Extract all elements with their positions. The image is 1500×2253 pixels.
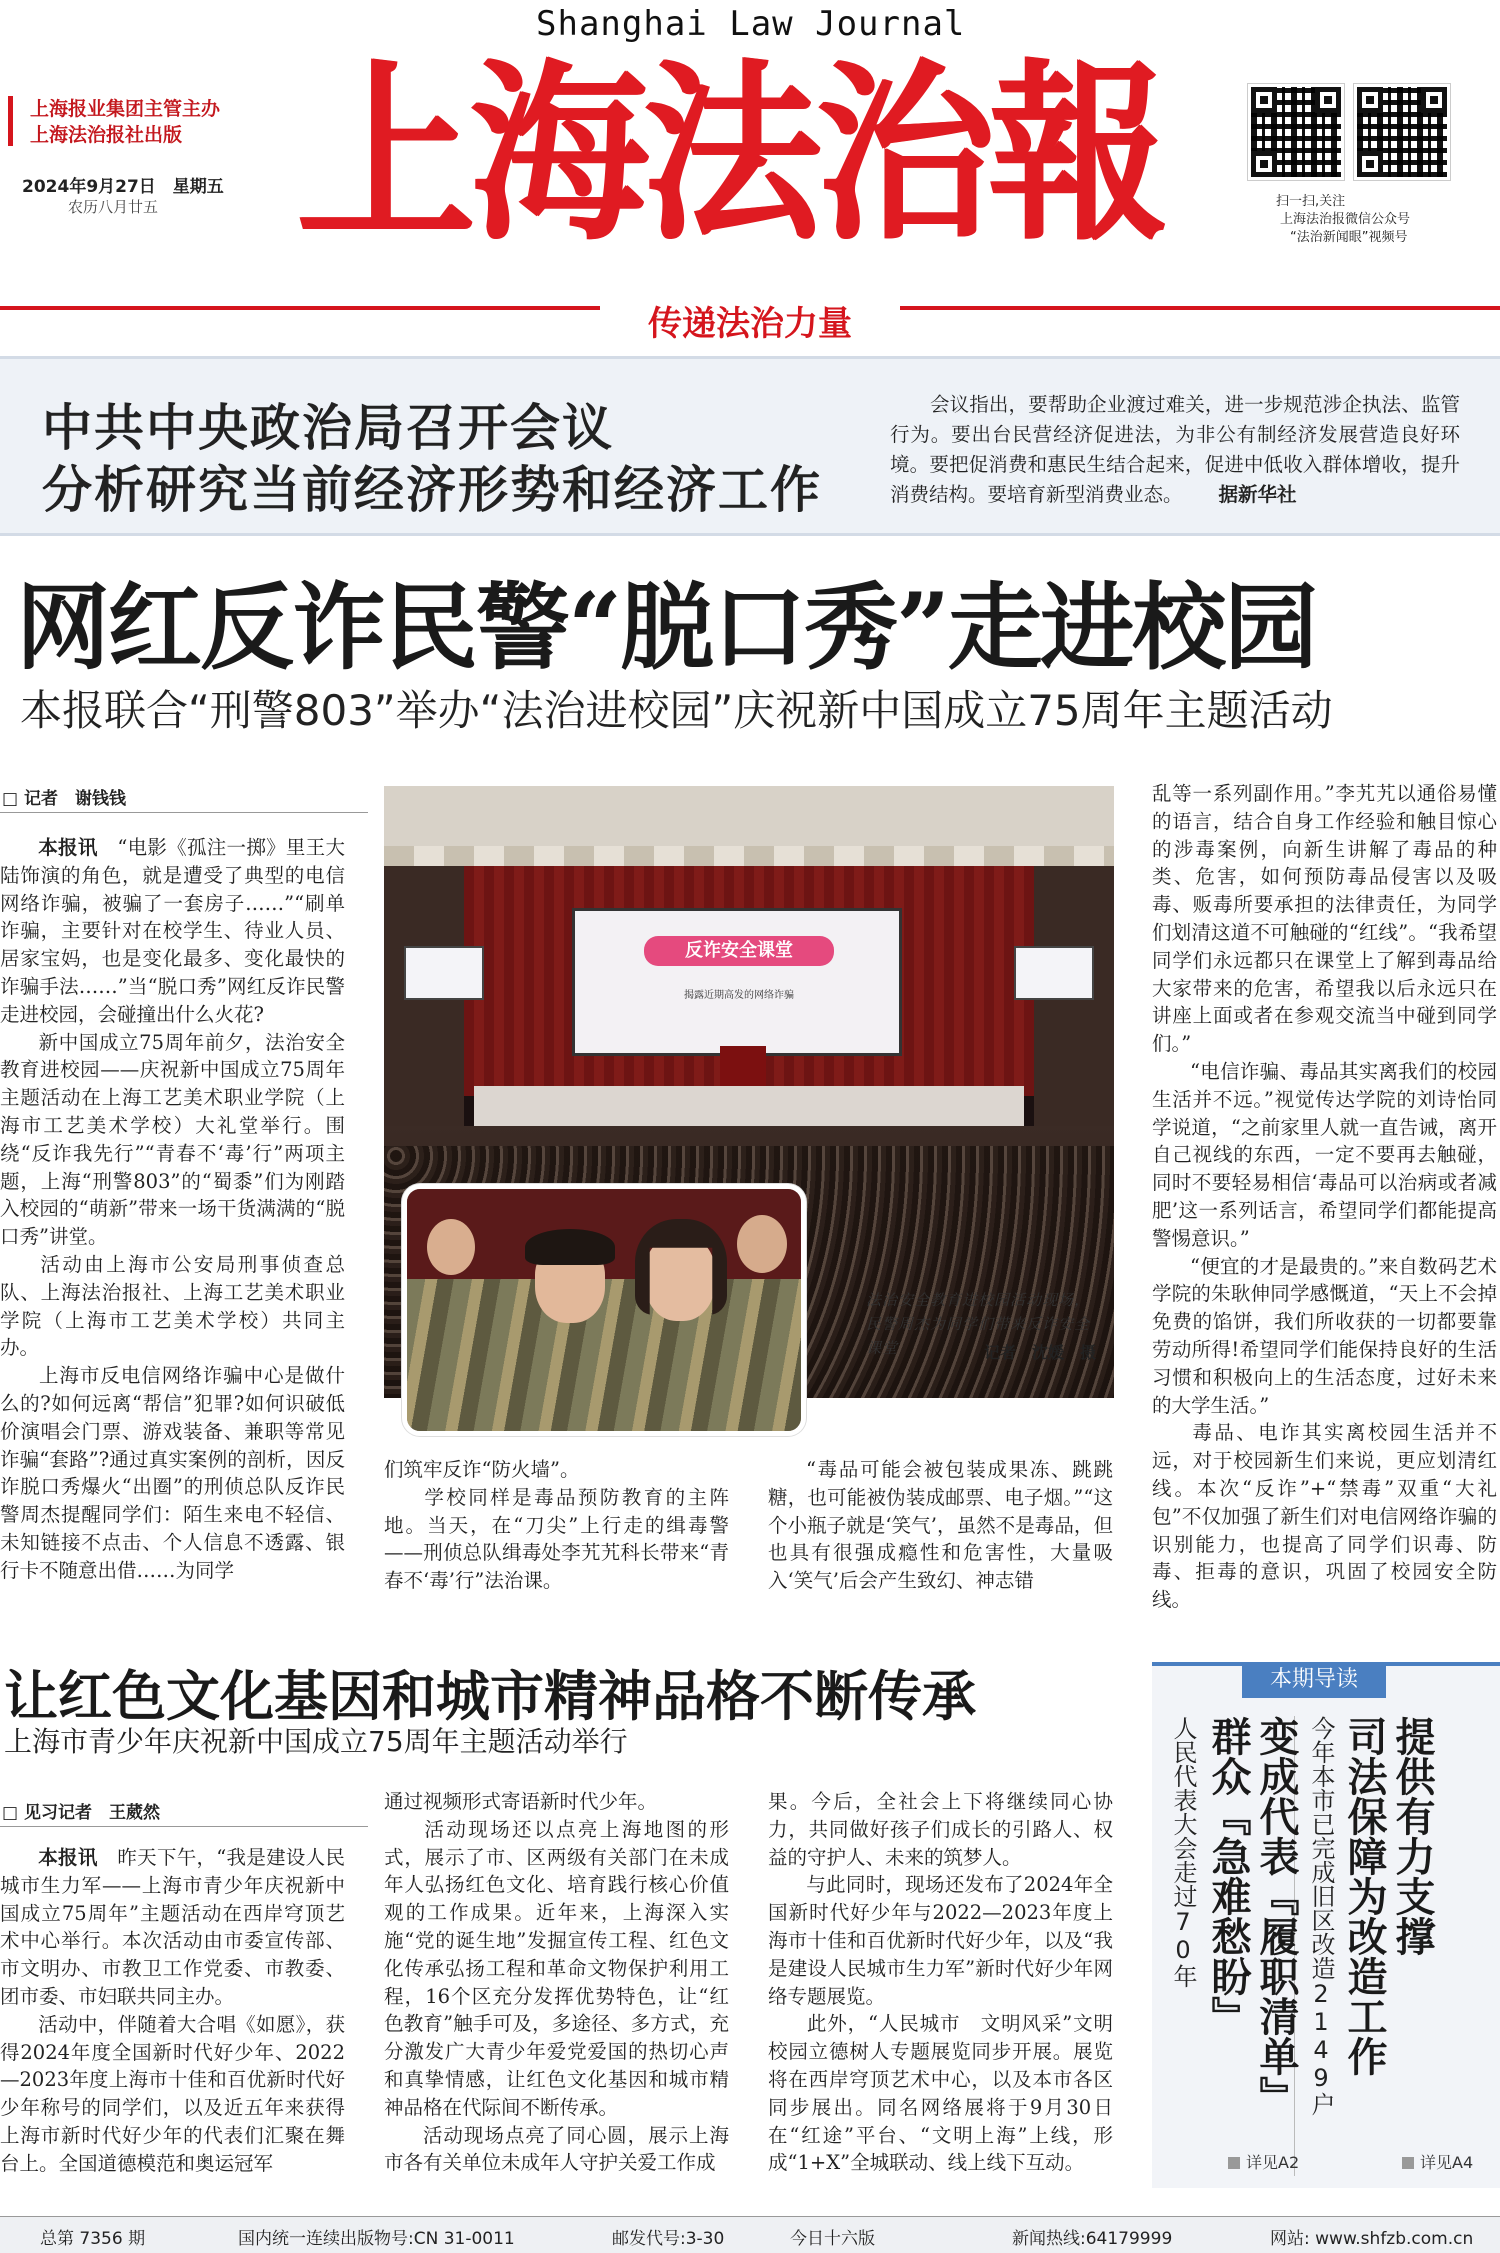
second-col2-text: 通过视频形式寄语新时代少年。	[384, 1790, 658, 1813]
lead-col3-text: “毒品可能会被包装成果冻、跳跳糖，也可能被伪装成邮票、电子烟。”“这个小瓶子就是‘笑气’，虽然不是毒品，但也具有很强成瘾性和危害性，大量吸入‘笑气’后会产生致幻、神志错	[768, 1458, 1113, 1593]
guide-item2-title-a: 变成代表『履职清单』	[1253, 1716, 1300, 2116]
second-col-3	[768, 1788, 1113, 2177]
qr-code-wechat	[1248, 84, 1344, 180]
photo-screen-title: 反诈安全课堂	[644, 936, 834, 966]
lead-byline-rule	[0, 812, 368, 813]
second-col1-p2: 活动中，伴随着大合唱《如愿》，获得2024年度全国新时代好少年、2022—2023年度上海市十佳和百优新时代好少年称号的同学们，以及近五年来获得上海市新时代好少年的代表们汇聚在舞台上。全国道德模范和奥运冠军	[0, 2012, 345, 2175]
lead-col-3	[768, 1456, 1113, 1595]
second-subhead: 上海市青少年庆祝新中国成立75周年主题活动举行	[4, 1725, 628, 1758]
second-col1-lead: 本报讯	[38, 1846, 98, 1869]
second-col-2	[384, 1788, 729, 2177]
second-byline-rule	[0, 1826, 368, 1827]
lead-col2-text: 们筑牢反诈“防火墙”。	[384, 1458, 580, 1481]
guide-item1-ref	[1402, 2150, 1473, 2173]
banner-source: 据新华社	[1218, 483, 1297, 506]
banner-summary	[890, 390, 1460, 510]
lunar-date: 农历八月廿五	[68, 198, 159, 216]
lead-col1-text: “电影《孤注一掷》里王大陆饰演的角色，就是遭受了典型的电信网络诈骗，被骗了一套房子……”“刷单诈骗，主要针对在校学生、待业人员、居家宝妈，也是变化最多、变化最快的诈骗手法……”当“脱口秀”网红反诈民警走进校园，会碰撞出什么火花?	[0, 836, 345, 1026]
photo-caption: 法治安全教育进校园活动现场，民警周杰为同学们带来反诈安全课堂	[866, 1291, 1091, 1357]
newspaper-title: 上海法治報	[296, 42, 1161, 267]
lead-col1-lead: 本报讯	[38, 836, 98, 859]
lead-col4-p4: 毒品、电诈其实离校园生活并不远，对于校园新生们来说，更应划清红线。本次“反诈”+“禁毒”双重“大礼包”不仅加强了新生们对电信网络诈骗的识别能力，也提高了同学们识毒、防毒、拒毒的意识，巩固了校园安全防线。	[1152, 1421, 1497, 1612]
qr-caption-2: 上海法治报微信公众号	[1280, 212, 1411, 227]
lead-byline: □ 记者 谢钱钱	[2, 789, 126, 809]
lead-col-4	[1152, 780, 1497, 1614]
guide-item2-ref	[1228, 2150, 1299, 2173]
guide-item2-ref-text: 详见A2	[1246, 2153, 1300, 2172]
lead-col4-text: 乱等一系列副作用。”李艽艽以通俗易懂的语言，结合自身工作经验和触目惊心的涉毒案例，向新生讲解了毒品的种类、危害，如何预防毒品侵害以及吸毒、贩毒所要承担的法律责任，为同学们划清这道不可触碰的“红线”。“我希望同学们永远都只在课堂上了解到毒品给大家带来的危害，希望我以后永远只在讲座上面或者在参观交流当中碰到同学们。”	[1152, 782, 1497, 1056]
lead-col4-p2: “电信诈骗、毒品其实离我们的校园生活并不远。”视觉传达学院的刘诗怡同学说道，“之前家里人就一直告诫，离开自己视线的东西，一定不要再去触碰，同时不要轻易相信‘毒品可以治病或者减肥’这一系列话言，希望同学们都能提高警惕意识。”	[1152, 1059, 1497, 1250]
footer-postal: 邮发代号:3-30	[612, 2229, 725, 2249]
second-col3-p3: 此外，“人民城市 文明风采”文明校园立德树人专题展览同步开展。展览将在西岸穹顶艺术中心，以及本市各区同步展出。同名网络展将于9月30日在“红途”平台、“文明上海”上线，形成“1+X”全城联动、线上线下互动。	[768, 2012, 1113, 2175]
second-col3-p2: 与此同时，现场还发布了2024年全国新时代好少年与2022—2023年度上海市十佳和百优新时代好少年，以及“我是建设人民城市生力军”新时代好少年网络专题展览。	[768, 1873, 1113, 2008]
guide-item2-title-b: 群众『急难愁盼』	[1205, 1716, 1252, 2036]
publisher-line-1: 上海报业集团主管主办	[30, 98, 221, 120]
publisher-line-2: 上海法治报社出版	[30, 124, 183, 146]
slogan: 传递法治力量	[600, 302, 900, 346]
lead-col2-p2: 学校同样是毒品预防教育的主阵地。当天，在“刀尖”上行走的缉毒警——刑侦总队缉毒处李艽艽科长带来“青春不‘毒’行”法治课。	[384, 1485, 729, 1593]
issue-date: 2024年9月27日 星期五	[22, 177, 224, 197]
guide-label: 本期导读	[1242, 1662, 1386, 1698]
footer-website: 网站: www.shfzb.com.cn	[1270, 2229, 1474, 2249]
guide-item1-title-a: 提供有力支撑	[1389, 1716, 1436, 1956]
lead-headline: 网红反诈民警“脱口秀”走进校园	[16, 573, 1317, 683]
publisher-mark	[8, 96, 13, 146]
footer-hotline: 新闻热线:64179999	[1012, 2229, 1173, 2249]
guide-item1-ref-text: 详见A4	[1420, 2153, 1474, 2172]
qr-caption-1: 扫一扫,关注	[1276, 194, 1346, 209]
lead-col1-p3: 活动由上海市公安局刑事侦查总队、上海法治报社、上海工艺美术职业学院（上海市工艺美术学校）共同主办。	[0, 1252, 345, 1360]
lead-col4-p3: “便宜的才是最贵的。”来自数码艺术学院的朱耿伸同学感慨道，“天上不会掉免费的馅饼，我们所收获的一切都要靠劳动所得!希望同学们能保持良好的生活习惯和积极向上的生活态度，过好未来的大学生活。”	[1152, 1254, 1497, 1417]
lead-inset-photo	[402, 1184, 806, 1436]
second-col2-p3: 活动现场点亮了同心圆，展示上海市各有关单位未成年人守护关爱工作成	[384, 2123, 729, 2175]
footer-cn: 国内统一连续出版物号:CN 31-0011	[238, 2229, 515, 2249]
guide-item1-title-b: 司法保障为改造工作	[1341, 1716, 1388, 2076]
photo-screen-subtitle: 揭露近期高发的网络诈骗	[684, 990, 794, 1001]
second-byline: □ 见习记者 王葳然	[2, 1803, 160, 1823]
banner-headline-2: 分析研究当前经济形势和经济工作	[42, 461, 822, 519]
second-col1-text: 昨天下午，“我是建设人民城市生力军——上海市青少年庆祝新中国成立75周年”主题活动在西岸穹顶艺术中心举行。本次活动由市委宣传部、市文明办、市教卫工作党委、市教委、团市委、市妇联共同主办。	[0, 1846, 345, 2008]
footer-issue: 总第 7356 期	[40, 2229, 146, 2249]
banner-summary-text: 会议指出，要帮助企业渡过难关，进一步规范涉企执法、监管行为。要出台民营经济促进法，为非公有制经济发展营造良好环境。要把促消费和惠民生结合起来，促进中低收入群体增收，提升消费结构。要培育新型消费业态。	[890, 393, 1460, 506]
lead-col1-p4: 上海市反电信网络诈骗中心是做什么的?如何远离“帮信”犯罪?如何识破低价演唱会门票、游戏装备、兼职等常见诈骗“套路”?通过真实案例的剖析，因反诈脱口秀爆火“出圈”的刑侦总队反诈民警周杰提醒同学们：陌生来电不轻信、未知链接不点击、个人信息不透露、银行卡不随意出借……为同学	[0, 1364, 345, 1582]
footer-pages: 今日十六版	[790, 2229, 875, 2249]
english-name: Shanghai Law Journal	[536, 4, 966, 44]
guide-item2-sub: 人民代表大会走过70年	[1169, 1716, 1197, 1988]
banner-headline-1: 中共中央政治局召开会议	[42, 399, 614, 457]
second-col3-text: 果。今后，全社会上下将继续同心协力，共同做好孩子们成长的引路人、权益的守护人、未来的筑梦人。	[768, 1790, 1113, 1869]
lead-subhead: 本报联合“刑警803”举办“法治进校园”庆祝新中国成立75周年主题活动	[20, 686, 1333, 735]
second-col-1	[0, 1844, 345, 2178]
second-headline: 让红色文化基因和城市精神品格不断传承	[4, 1664, 976, 1728]
guide-item1-sub: 今年本市已完成旧区改造2149户	[1307, 1716, 1335, 2116]
second-col2-p2: 活动现场还以点亮上海地图的形式，展示了市、区两级有关部门在未成年人弘扬红色文化、培育践行核心价值观的工作成果。近年来，上海深入实施“党的诞生地”发掘宣传工程、红色文化传承弘扬工程和革命文物保护利用工程，16个区充分发挥优势特色，让“红色教育”触手可及，多途径、多方式，充分激发广大青少年爱党爱国的热切心声和真挚情感，让红色文化基因和城市精神品格在代际间不断传承。	[384, 1817, 729, 2119]
lead-col1-p2: 新中国成立75周年前夕，法治安全教育进校园——庆祝新中国成立75周年主题活动在上海工艺美术职业学院（上海市工艺美术学校）大礼堂举行。围绕“反诈我先行”“青春不‘毒’行”两项主题，上海“刑警803”的“蜀黍”们为刚踏入校园的“萌新”带来一场干货满满的“脱口秀”讲堂。	[0, 1030, 345, 1249]
qr-caption-3: “法治新闻眼”视频号	[1290, 230, 1408, 245]
lead-col-1	[0, 834, 345, 1585]
lead-col-2	[384, 1456, 729, 1595]
qr-code-video	[1354, 84, 1450, 180]
photo-credit: 记者 沈媛 摄	[984, 1343, 1097, 1362]
